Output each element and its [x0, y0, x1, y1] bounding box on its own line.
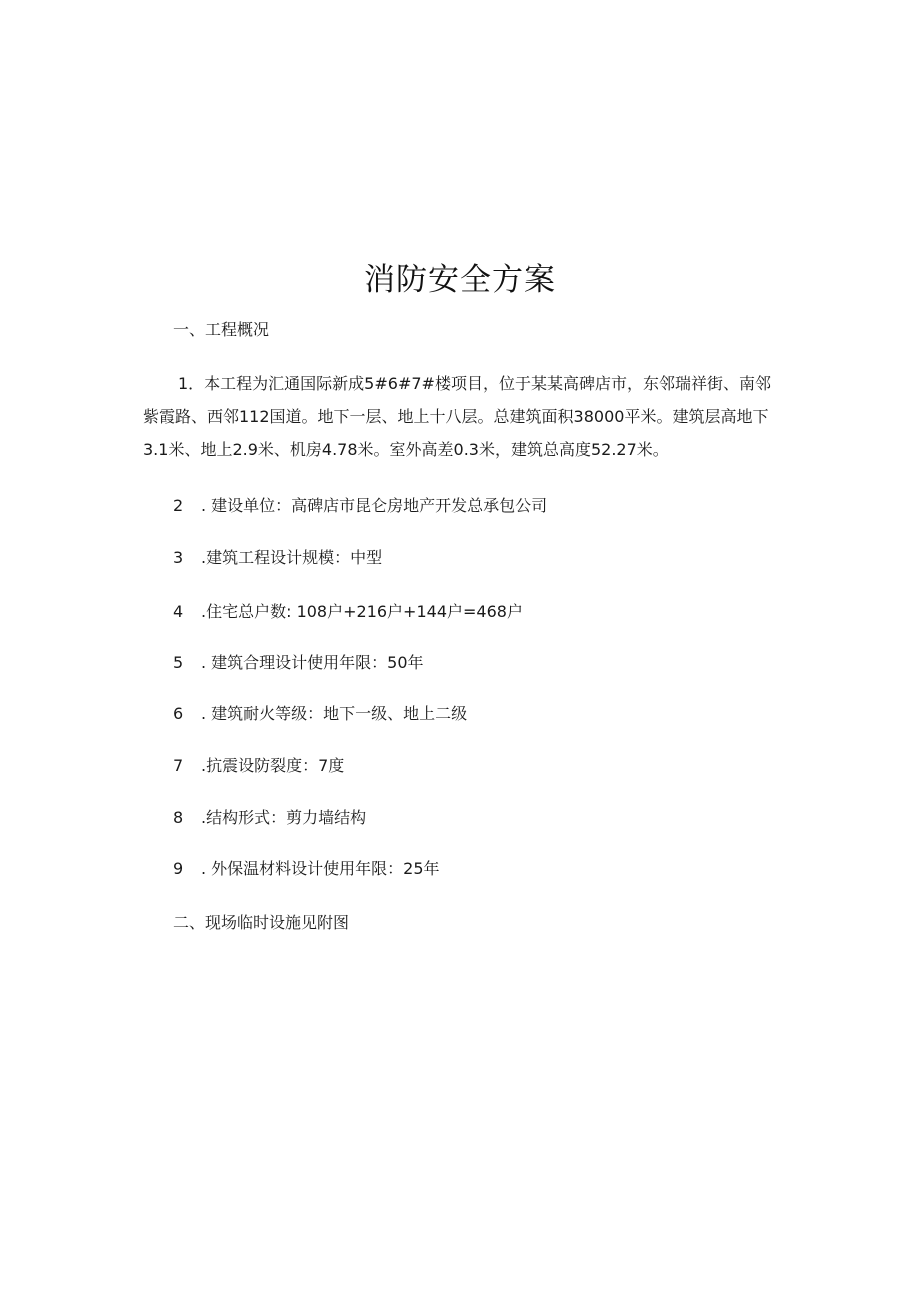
item-text: .住宅总户数: 108户+216户+144户=468户	[201, 602, 523, 621]
item-number: 4	[173, 602, 184, 621]
overview-paragraph: 1．本工程为汇通国际新成5#6#7#楼项目，位于某某高碑店市，东邻瑞祥街、南邻紫霞路、西邻112国道。地下一层、地上十八层。总建筑面积38000平米。建筑层高地下3.1米、地上2.9米、机房4.78米。室外高差0.3米，建筑总高度52.27米。	[143, 374, 771, 459]
item-text: . 建筑合理设计使用年限：50年	[201, 653, 424, 672]
section-heading-overview: 一、工程概况	[173, 320, 270, 339]
item-number: 8	[173, 808, 184, 827]
document-title: 消防安全方案	[364, 262, 556, 298]
item-number: 3	[173, 548, 184, 567]
item-number: 5	[173, 653, 184, 672]
list-item	[173, 701, 467, 724]
item-number: 6	[173, 704, 184, 723]
item-number: 7	[173, 756, 184, 775]
item-text: .结构形式：剪力墙结构	[201, 808, 367, 827]
item-text: .抗震设防裂度：7度	[201, 756, 345, 775]
item-number: 9	[173, 859, 184, 878]
item-text: .建筑工程设计规模：中型	[201, 548, 383, 567]
item-text: . 外保温材料设计使用年限：25年	[201, 859, 440, 878]
list-item	[173, 753, 344, 776]
item-text: . 建设单位：高碑店市昆仑房地产开发总承包公司	[201, 496, 548, 515]
list-item	[173, 545, 382, 568]
list-item	[173, 856, 440, 879]
item-text: . 建筑耐火等级：地下一级、地上二级	[201, 704, 468, 723]
list-item	[173, 599, 523, 622]
list-item	[173, 650, 424, 673]
list-item	[173, 493, 547, 516]
section-heading-facilities: 二、现场临时设施见附图	[173, 913, 350, 932]
list-item	[173, 805, 366, 828]
item-number: 2	[173, 496, 184, 515]
